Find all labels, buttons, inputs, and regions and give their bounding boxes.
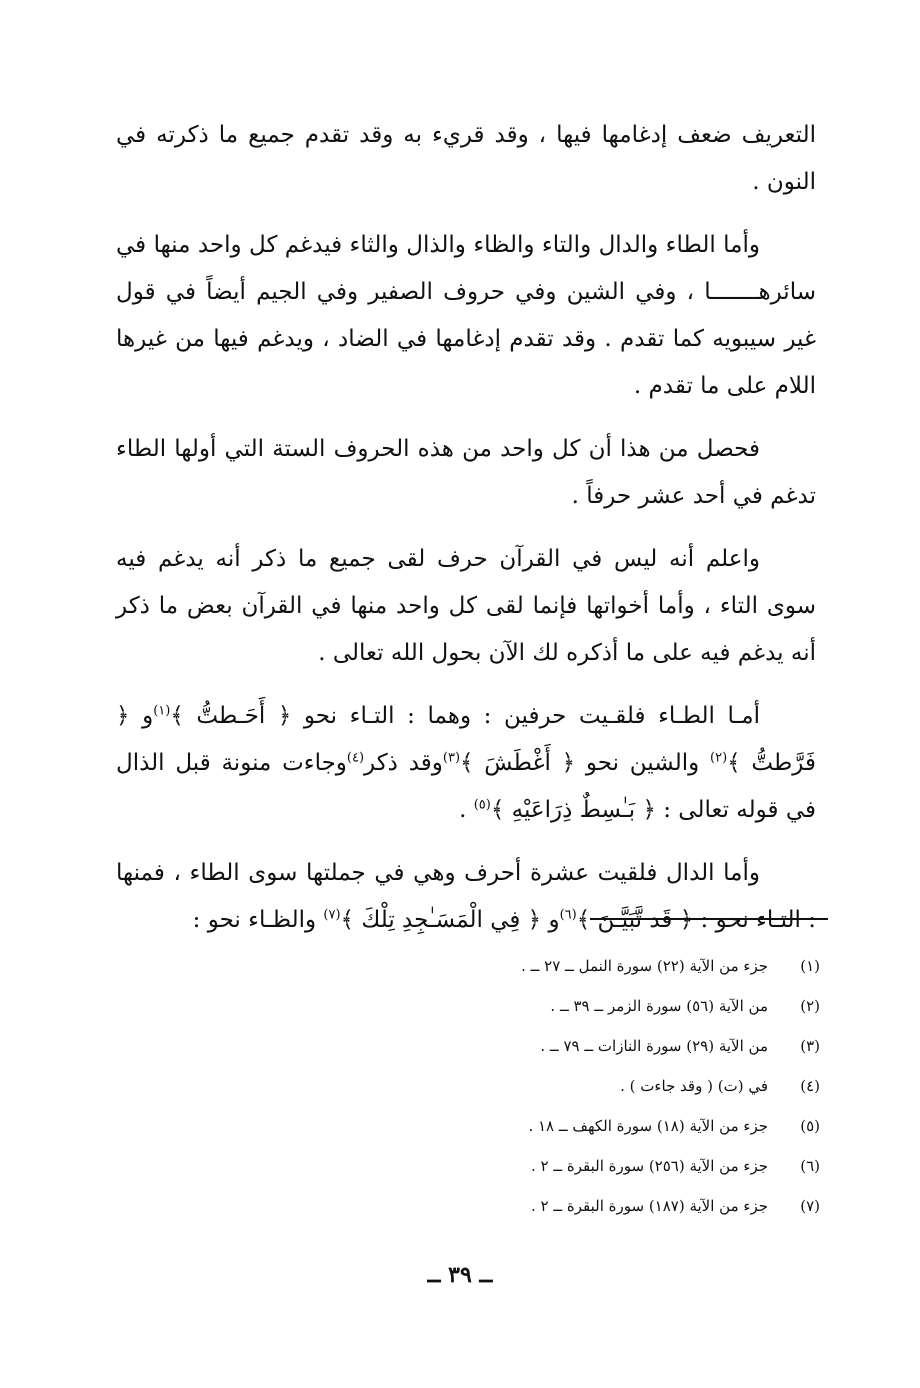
footnote-item <box>400 946 820 986</box>
footnote-item <box>400 1106 820 1146</box>
footnote-ref-6: (٦) <box>559 907 577 923</box>
footnote-ref-4: (٤) <box>346 750 365 766</box>
footnote-ref-5: (٥) <box>473 797 491 813</box>
paragraph-5-text: وجاءت منونة قبل الذال في قوله تعالى : ﴿ بَـٰسِطٌ ذِرَاعَيْهِ ﴾ <box>116 750 816 823</box>
footnote-ref-1: (١) <box>153 703 171 719</box>
paragraph-5-text: . <box>459 797 474 823</box>
paragraph-6-text: وأما الدال فلقيت عشرة أحرف وهي في جملتها سوى الطاء ، فمنها : التـاء نحو : ﴿ قَد تَّبَيَّـنَ ﴾ <box>116 860 816 933</box>
footnote-ref-2: (٢) <box>710 750 728 766</box>
footnote-item <box>400 986 820 1026</box>
footnote-item <box>400 1146 820 1186</box>
paragraph-5-text: أمـا الطـاء فلقـيت حرفين : وهما : التـاء نحو ﴿ أَحَـطتُّ ﴾ <box>170 703 760 729</box>
page-number: ــ ٣٩ ــ <box>427 1262 493 1288</box>
footnote-text: من الآية (٢٩) سورة النازات ــ ٧٩ ــ . <box>540 1037 768 1055</box>
paragraph-6 <box>116 850 816 944</box>
footnote-separator <box>590 918 828 920</box>
footnote-item <box>400 1186 820 1226</box>
footnotes <box>400 946 820 1226</box>
paragraph-2: وأما الطاء والدال والتاء والظاء والذال والثاء فيدغم كل واحد منها في سائرهـــــــا ، وفي الشين وفي حروف الصفير وفي الجيم أيضاً في قول غير سيبويه كما تقدم . وقد تقدم إدغامها في الضاد ، ويدغم فيها من غيرها اللام على ما تقدم . <box>116 232 816 399</box>
footnote-text: جزء من الآية (٢٥٦) سورة البقرة ــ ٢ . <box>530 1157 768 1175</box>
footnote-item <box>400 1066 820 1106</box>
footnote-text: من الآية (٥٦) سورة الزمر ــ ٣٩ ــ . <box>550 997 768 1015</box>
footnote-number: (٧) <box>800 1197 820 1215</box>
paragraph-1: التعريف ضعف إدغامها فيها ، وقد قريء به وقد تقدم جميع ما ذكرته في النون . <box>116 122 816 195</box>
footnote-number: (٢) <box>800 997 820 1015</box>
footnote-ref-3: (٣) <box>442 750 461 766</box>
footnote-number: (٥) <box>800 1117 820 1135</box>
footnote-number: (٤) <box>800 1077 820 1095</box>
main-text <box>116 112 816 960</box>
paragraph-5-text: والشين نحو ﴿ أَغْطَشَ ﴾ <box>460 750 711 776</box>
paragraph-5-text: و ﴿ فَرَّطتُّ ﴾ <box>116 703 816 776</box>
footnote-text: جزء من الآية (٢٢) سورة النمل ــ ٢٧ ــ . <box>521 957 768 975</box>
paragraph-4: واعلم أنه ليس في القرآن حرف لقى جميع ما ذكر أنه يدغم فيه سوى التاء ، وأما أخواتها فإنما لقى كل واحد منها في القرآن بعض ما ذكر أنه يدغم فيه على ما أذكره لك الآن بحول الله تعالى . <box>116 546 816 666</box>
footnote-text: جزء من الآية (١٨٧) سورة البقرة ــ ٢ . <box>530 1197 768 1215</box>
footnote-ref-7: (٧) <box>323 907 341 923</box>
paragraph-6-text: والظـاء نحو : <box>192 907 324 933</box>
paragraph-6-text: و ﴿ فِي الْمَسَـٰجِدِ تِلْكَ ﴾ <box>340 907 560 933</box>
paragraph-3: فحصل من هذا أن كل واحد من هذه الحروف الستة التي أولها الطاء تدغم في أحد عشر حرفاً . <box>116 436 816 509</box>
footnote-text: في (ت) ( وقد جاءت ) . <box>620 1077 768 1095</box>
footnote-item <box>400 1026 820 1066</box>
footnote-number: (١) <box>800 957 820 975</box>
footnote-number: (٣) <box>800 1037 820 1055</box>
footnote-text: جزء من الآية (١٨) سورة الكهف ــ ١٨ . <box>528 1117 768 1135</box>
paragraph-5 <box>116 693 816 834</box>
paragraph-5-text: وقد ذكر <box>364 750 443 776</box>
footnote-number: (٦) <box>800 1157 820 1175</box>
